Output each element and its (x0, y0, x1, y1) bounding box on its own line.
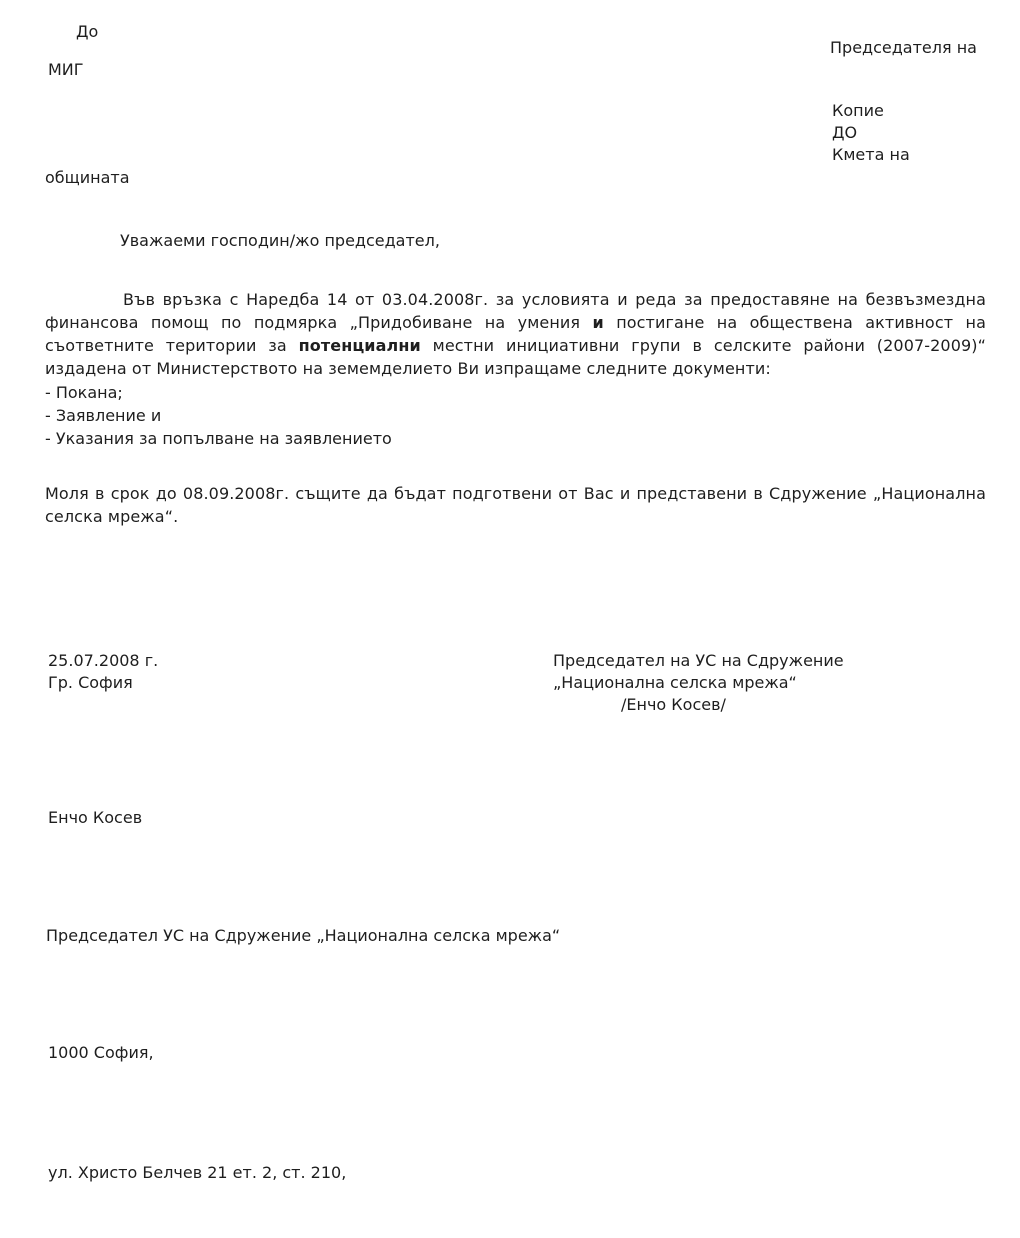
body-paragraph-1 (45, 288, 986, 380)
addressee-org: МИГ (48, 60, 84, 79)
addressee-to-label: До (76, 22, 99, 41)
document-list (45, 381, 392, 450)
list-item: - Заявление и (45, 406, 162, 425)
addressee-chairman: Председателя на (830, 38, 977, 57)
signature-title-line1: Председател на УС на Сдружение (553, 651, 844, 670)
letter-date: 25.07.2008 г. (48, 651, 159, 670)
copy-to-label: ДО (832, 123, 858, 142)
paragraph1-part1: Във връзка с Наредба 14 от 03.04.2008г. за условията и реда за предоставяне на безвъзмездна финансова помощ по подмярка „Придобиване на умения (45, 290, 986, 332)
footer-title: Председател УС на Сдружение „Национална селска мрежа“ (46, 926, 561, 945)
body-paragraph-2: Моля в срок до 08.09.2008г. същите да бъдат подготвени от Вас и представени в Сдружение „Национална селска мрежа“. (45, 484, 986, 526)
footer-postal-city: 1000 София, (48, 1043, 154, 1062)
paragraph1-bold-potential: потенциални (298, 336, 421, 355)
paragraph1-part2: постигане на обществена активност на съответните територии за (45, 313, 986, 355)
signature-title-line2: „Национална селска мрежа“ (553, 673, 797, 692)
salutation: Уважаеми господин/жо председател, (120, 231, 440, 250)
list-item: - Покана; (45, 383, 123, 402)
copy-recipient: Кмета на (832, 145, 910, 164)
paragraph1-bold-and: и (592, 313, 604, 332)
footer-name: Енчо Косев (48, 808, 143, 827)
footer-address: ул. Христо Белчев 21 ет. 2, ст. 210, (48, 1163, 347, 1182)
list-item: - Указания за попълване на заявлението (45, 429, 392, 448)
addressee-municipality: общината (45, 168, 130, 187)
letter-city: Гр. София (48, 673, 133, 692)
signature-block (553, 650, 844, 716)
copy-label: Копие (832, 101, 884, 120)
date-place-block (48, 650, 158, 694)
copy-block (832, 100, 910, 166)
signature-name: /Енчо Косев/ (621, 695, 726, 714)
paragraph1-part3: местни инициативни групи в селските райони (2007-2009)“ издадена от Министерството на земемделието Ви изпращаме следните документи: (45, 336, 986, 378)
